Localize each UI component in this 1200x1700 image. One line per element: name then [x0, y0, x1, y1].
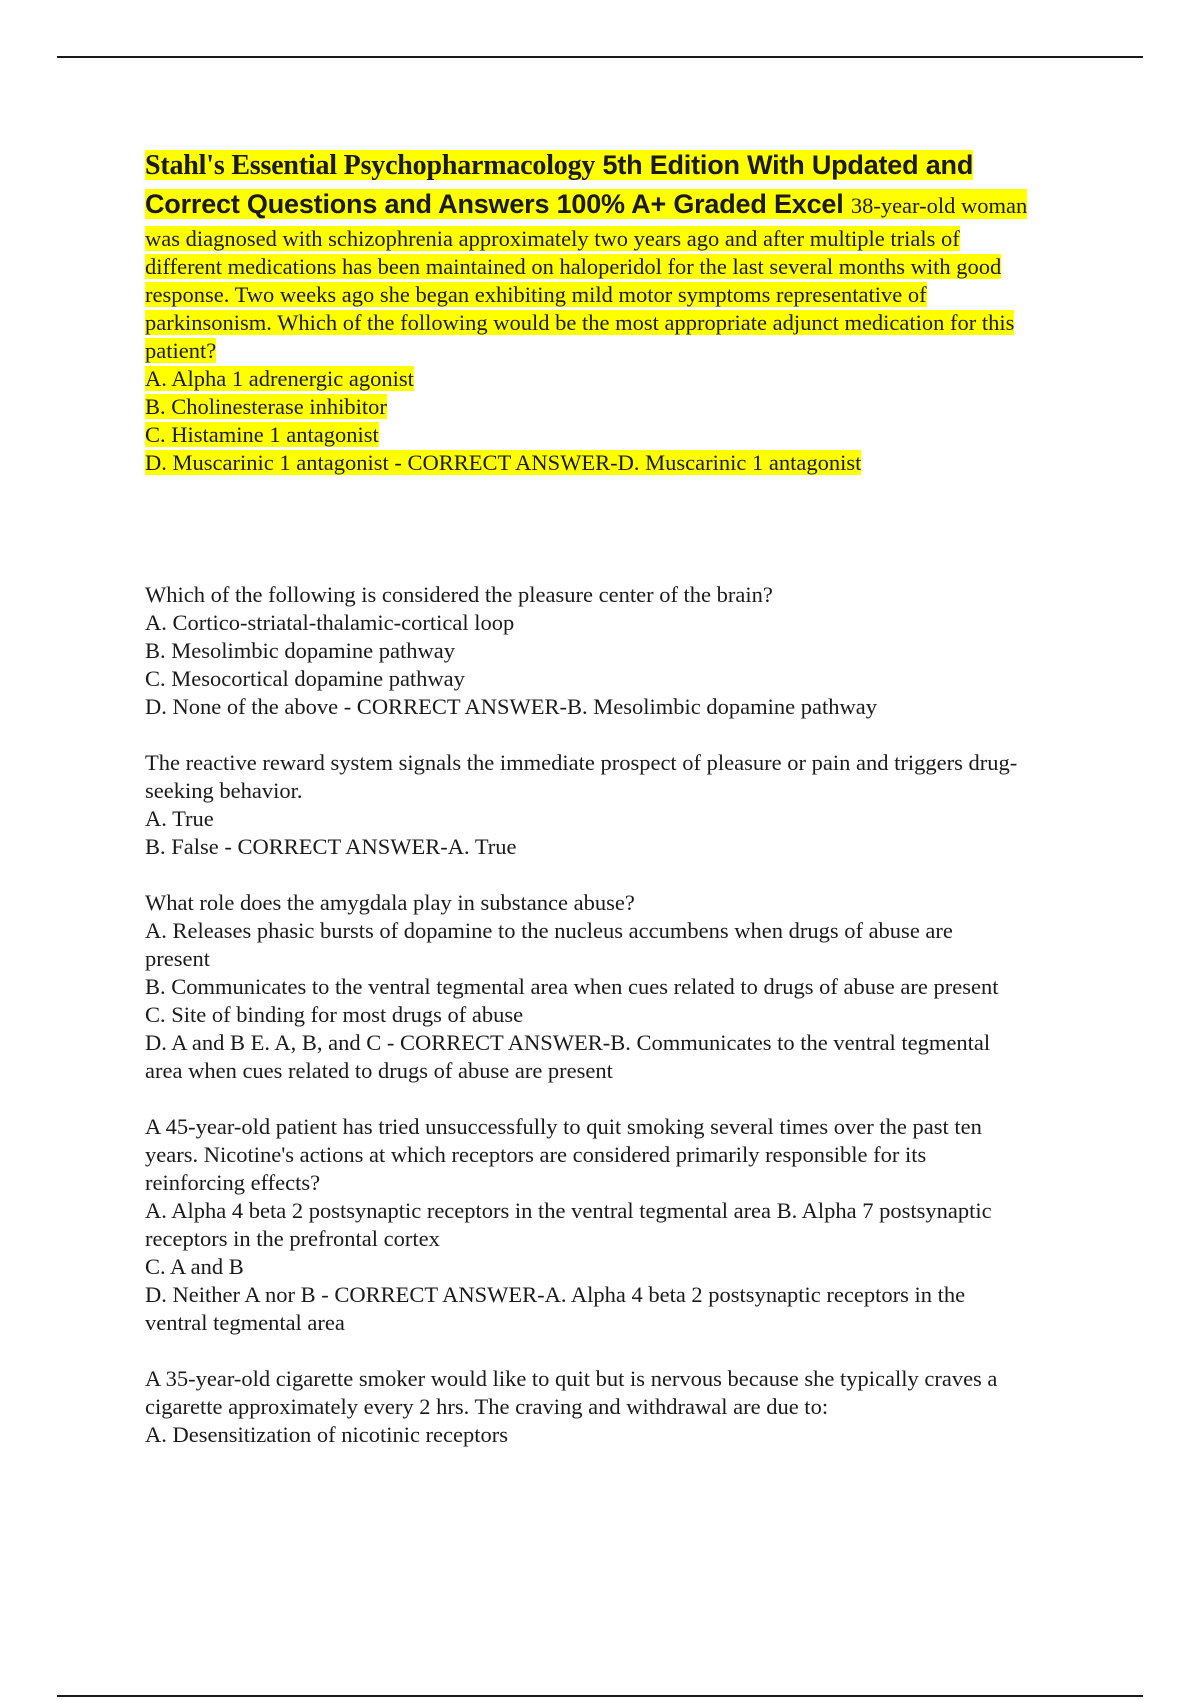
question-2-stem: Which of the following is considered the pleasure center of the brain? — [145, 582, 773, 607]
question-3-option-a: A. True — [145, 806, 214, 831]
question-1-option-c: C. Histamine 1 antagonist — [145, 422, 379, 447]
question-4-option-d-answer: area when cues related to drugs of abuse are present — [145, 1058, 613, 1083]
question-5-stem: reinforcing effects? — [145, 1170, 321, 1195]
document-title-line-1 — [145, 146, 1085, 185]
question-6 — [145, 1365, 1085, 1449]
question-4 — [145, 889, 1085, 1085]
title-part-1: Stahl's Essential Psychopharmacology — [145, 150, 596, 181]
question-3-stem: seeking behavior. — [145, 778, 303, 803]
question-5 — [145, 1113, 1085, 1337]
question-4-option-b: B. Communicates to the ventral tegmental area when cues related to drugs of abuse are present — [145, 974, 999, 999]
question-4-option-d-answer: D. A and B E. A, B, and C - CORRECT ANSWER-B. Communicates to the ventral tegmental — [145, 1030, 991, 1055]
question-1-stem-line: parkinsonism. Which of the following would be the most appropriate adjunct medication for this — [145, 310, 1015, 335]
title-line-2: Correct Questions and Answers 100% A+ Graded Excel — [145, 189, 844, 219]
question-4-option-a: A. Releases phasic bursts of dopamine to the nucleus accumbens when drugs of abuse are — [145, 918, 953, 943]
question-6-stem: cigarette approximately every 2 hrs. The craving and withdrawal are due to: — [145, 1394, 829, 1419]
question-6-stem: A 35-year-old cigarette smoker would like to quit but is nervous because she typically craves a — [145, 1366, 998, 1391]
question-1-stem-line: response. Two weeks ago she began exhibiting mild motor symptoms representative of — [145, 282, 927, 307]
question-1-option-b: B. Cholinesterase inhibitor — [145, 394, 387, 419]
question-4-option-a: present — [145, 946, 210, 971]
question-1 — [145, 146, 1085, 477]
bottom-rule — [57, 1695, 1143, 1697]
question-5-option-d-answer: ventral tegmental area — [145, 1310, 345, 1335]
question-1-option-d-answer: D. Muscarinic 1 antagonist - CORRECT ANSWER-D. Muscarinic 1 antagonist — [145, 450, 862, 475]
question-3-stem: The reactive reward system signals the immediate prospect of pleasure or pain and triggers drug- — [145, 750, 1018, 775]
question-3-option-b-answer: B. False - CORRECT ANSWER-A. True — [145, 834, 517, 859]
question-1-option-a: A. Alpha 1 adrenergic agonist — [145, 366, 414, 391]
question-6-option-a: A. Desensitization of nicotinic receptors — [145, 1422, 509, 1447]
question-5-option-c: C. A and B — [145, 1254, 244, 1279]
question-2-option-d-answer: D. None of the above - CORRECT ANSWER-B. Mesolimbic dopamine pathway — [145, 694, 877, 719]
title-part-2: 5th Edition With Updated and — [602, 150, 974, 180]
top-rule — [57, 56, 1143, 58]
question-5-stem: years. Nicotine's actions at which receptors are considered primarily responsible for its — [145, 1142, 927, 1167]
question-4-option-c: C. Site of binding for most drugs of abuse — [145, 1002, 524, 1027]
question-1-stem-line: patient? — [145, 338, 217, 363]
question-5-option-a-b: A. Alpha 4 beta 2 postsynaptic receptors in the ventral tegmental area B. Alpha 7 postsynaptic — [145, 1198, 992, 1223]
question-1-stem-start: 38-year-old woman — [850, 193, 1028, 218]
question-2-option-c: C. Mesocortical dopamine pathway — [145, 666, 465, 691]
question-2-option-a: A. Cortico-striatal-thalamic-cortical loop — [145, 610, 515, 635]
question-4-stem: What role does the amygdala play in substance abuse? — [145, 890, 635, 915]
question-5-option-d-answer: D. Neither A nor B - CORRECT ANSWER-A. Alpha 4 beta 2 postsynaptic receptors in the — [145, 1282, 966, 1307]
question-5-stem: A 45-year-old patient has tried unsuccessfully to quit smoking several times over the past ten — [145, 1114, 982, 1139]
question-5-option-b: receptors in the prefrontal cortex — [145, 1226, 440, 1251]
document-title-line-2 — [145, 185, 1085, 225]
question-2 — [145, 581, 1085, 721]
question-1-stem-line: was diagnosed with schizophrenia approximately two years ago and after multiple trials of — [145, 226, 960, 251]
question-1-stem-line: different medications has been maintained on haloperidol for the last several months with good — [145, 254, 1002, 279]
question-2-option-b: B. Mesolimbic dopamine pathway — [145, 638, 455, 663]
document-body — [145, 146, 1085, 1449]
question-3 — [145, 749, 1085, 861]
